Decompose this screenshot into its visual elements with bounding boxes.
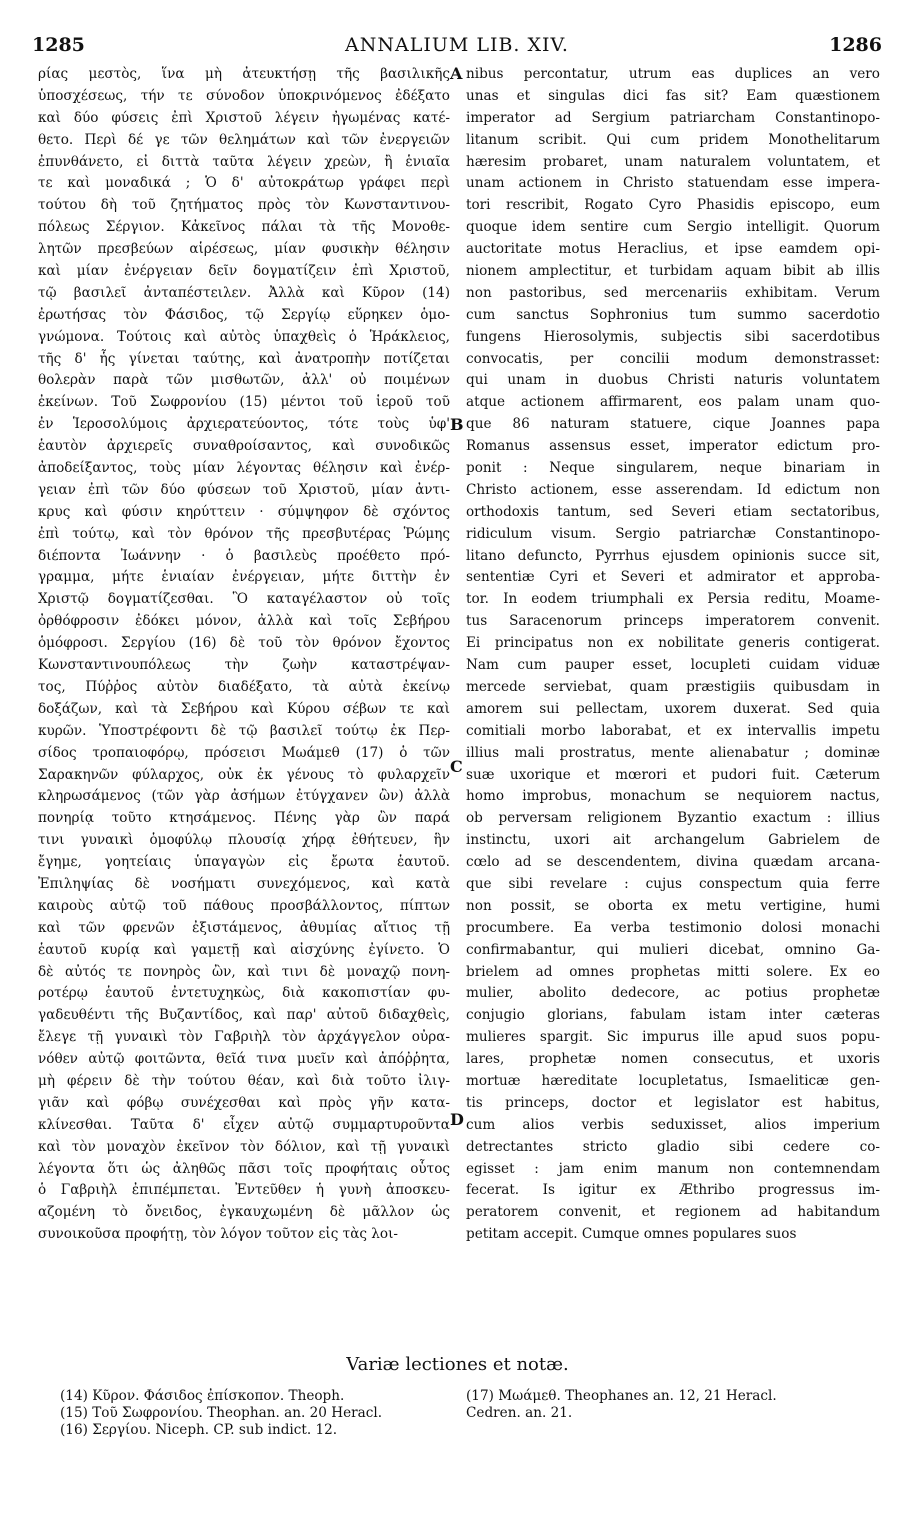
- latin-text-line: suæ uxorique et mœrori et pudori fuit. Cæterum: [466, 766, 880, 783]
- latin-text-line: hæresim probaret, unam naturalem voluntatem, et: [466, 153, 880, 170]
- greek-text-line: δὲ αὐτός τε πονηρὸς ὢν, καὶ τινι δὲ μοναχῷ πονη-: [38, 963, 450, 980]
- greek-text-line: κρυς καὶ φύσιν κηρύττειν · σύμψηφον δὲ σχόντος: [38, 503, 450, 520]
- note-line: (16) Σεργίου. Niceph. CP. sub indict. 12.: [60, 1422, 338, 1438]
- greek-text-line: Κωνσταντινουπόλεως τὴν ζωὴν καταστρέψαν-: [38, 657, 450, 674]
- notes-right-column: [466, 1388, 886, 1422]
- greek-text-line: ἀποδείξαντος, τοὺς μίαν λέγοντας θέλησιν καὶ ἐνέρ-: [38, 460, 450, 477]
- latin-text-line: comitiali morbo laborabat, et ex intervallis impetu: [466, 722, 880, 739]
- greek-text-line: ἔλεγε τῇ γυναικὶ τὸν Γαβριὴλ τὸν ἀρχάγγελον οὐρα-: [38, 1029, 450, 1046]
- latin-text-line: litanum scribit. Qui cum pridem Monothelitarum: [466, 131, 880, 148]
- greek-text-line: Χριστῷ δογματίζεσθαι. Ὃ καταγέλαστον οὐ τοῖς: [38, 591, 450, 608]
- greek-text-line: ὁμόφροσι. Σεργίου (16) δὲ τοῦ τὸν θρόνον ἔχοντος: [38, 635, 450, 652]
- greek-text-line: πόλεως Σέργιον. Κἀκεῖνος πάλαι τὰ τῆς Μονοθε-: [38, 219, 450, 236]
- latin-text-line: ponit : Neque singularem, neque binariam in: [466, 460, 880, 477]
- greek-text-line: κλίνεσθαι. Ταῦτα δ' εἶχεν αὐτῷ συμμαρτυροῦντα: [38, 1116, 450, 1133]
- latin-text-line: detrectantes stricto gladio sibi cedere co-: [466, 1138, 880, 1155]
- latin-text-line: unas et singulas dici fas sit? Eam quæstionem: [466, 87, 880, 104]
- greek-text-line: θολερὰν παρὰ τῶν μισθωτῶν, ἀλλ' οὐ ποιμένων: [38, 372, 450, 389]
- page-number-right: 1286: [829, 34, 882, 56]
- greek-text-line: ὀρθόφροσιν ἐδόκει μόνον, ἀλλὰ καὶ τοῖς Σεβήρου: [38, 613, 450, 630]
- latin-text-line: tis princeps, doctor et legislator est habitus,: [466, 1094, 880, 1111]
- notes-title: Variæ lectiones et notæ.: [346, 1354, 569, 1375]
- latin-text-line: confirmabantur, qui mulieri dicebat, omnino Ga-: [466, 941, 880, 958]
- latin-text-line: amorem sui pellectam, uxorem duxerat. Sed quia: [466, 700, 880, 717]
- latin-text-line: non possit, se oborta ex metu vertigine, humi: [466, 897, 880, 914]
- greek-text-line: ροτέρῳ ἑαυτοῦ ἐντετυχηκὼς, διὰ κακοπιστίαν φυ-: [38, 985, 450, 1002]
- latin-text-line: Romanus assensus esset, imperator edictum pro-: [466, 438, 880, 455]
- greek-text-line: νόθεν αὐτῷ φοιτῶντα, θεῖά τινα μυεῖν καὶ ἀπόῤῥητα,: [38, 1051, 450, 1068]
- greek-text-line: δοξάζων, καὶ τὰ Σεβήρου καὶ Κύρου σέβων τε καὶ: [38, 700, 450, 717]
- latin-text-line: orthodoxis tantum, sed Severi etiam sectatoribus,: [466, 503, 880, 520]
- latin-text-line: que sibi revelare : cujus conspectum quia ferre: [466, 875, 880, 892]
- greek-text-line: ὁ Γαβριὴλ ἐπιπέμπεται. Ἐντεῦθεν ἡ γυνὴ ἀποσκευ-: [38, 1182, 450, 1199]
- latin-text-line: brielem ad omnes prophetas mitti solere. Ex eo: [466, 963, 880, 980]
- latin-text-line: nibus percontatur, utrum eas duplices an vero: [466, 66, 880, 82]
- note-line: (15) Τοῦ Σωφρονίου. Theophan. an. 20 Heracl.: [60, 1405, 383, 1421]
- latin-text-line: tus Saracenorum princeps imperatorem convenit.: [466, 613, 880, 630]
- greek-text-line: τῷ βασιλεῖ ἀνταπέστειλεν. Ἀλλὰ καὶ Κῦρον (14): [38, 284, 450, 301]
- greek-text-line: γνώμονα. Τούτοις καὶ αὐτὸς ὑπαχθεὶς ὁ Ἡράκλειος,: [38, 328, 450, 345]
- latin-text-line: mortuæ hæreditate locupletatus, Ismaeliticæ gen-: [466, 1072, 880, 1089]
- greek-text-line: μὴ φέρειν δὲ τὴν τούτου θέαν, καὶ διὰ τοῦτο ἰλιγ-: [38, 1072, 450, 1089]
- note-line: (17) Μωάμεθ. Theophanes an. 12, 21 Heracl.: [466, 1388, 777, 1404]
- greek-text-line: καὶ μίαν ἐνέργειαν δεῖν δογματίζειν ἐπὶ Χριστοῦ,: [38, 263, 450, 280]
- greek-text-line: αζομένη τὸ ὄνειδος, ἐγκαυχωμένη δὲ μᾶλλον ὡς: [38, 1204, 450, 1221]
- latin-text-line: cum sanctus Sophronius tum summo sacerdotio: [466, 306, 880, 323]
- latin-text-line: petitam accepit. Cumque omnes populares suos: [466, 1226, 797, 1243]
- latin-text-line: egisset : jam enim manum non contemnendam: [466, 1160, 880, 1177]
- latin-text-line: ob perversam religionem Byzantio exactum : illius: [466, 810, 880, 827]
- greek-text-line: ἐπυνθάνετο, εἰ διττὰ ταῦτα λέγειν χρεὼν, ἢ ἑνιαῖα: [38, 153, 450, 170]
- latin-text-line: mulier, abolito dedecore, ac potius prophetæ: [466, 985, 880, 1002]
- greek-text-line: τινι γυναικὶ ὁμοφύλῳ πλουσίᾳ χήρᾳ ἐθήτευεν, ἣν: [38, 832, 450, 849]
- greek-text-line: γιᾶν καὶ φόβῳ συνέχεσθαι καὶ πρὸς γῆν κατα-: [38, 1094, 450, 1111]
- running-title: ANNALIUM LIB. XIV.: [345, 34, 569, 56]
- latin-text-line: atque actionem affirmarent, eos palam unam quo-: [466, 394, 880, 411]
- latin-text-line: Christo actionem, esse asserendam. Id edictum non: [466, 481, 880, 498]
- note-line: Cedren. an. 21.: [466, 1405, 573, 1421]
- greek-text-line: καὶ δύο φύσεις ἐπὶ Χριστοῦ λέγειν ἠγωμένας κατέ-: [38, 109, 450, 126]
- notes-left-column: [60, 1388, 460, 1439]
- latin-text-line: mercede serviebat, quam præstigiis quibusdam in: [466, 678, 880, 695]
- greek-text-line: ρίας μεστὸς, ἵνα μὴ ἀτευκτήσῃ τῆς βασιλικῆς: [38, 66, 450, 82]
- latin-text-line: imperator ad Sergium patriarcham Constantinopo-: [466, 109, 880, 126]
- greek-text-line: καὶ τῶν φρενῶν ἐξιστάμενος, ἀθυμίας αἴτιος τῇ: [38, 919, 450, 936]
- latin-text-line: lares, prophetæ nomen consecutus, et uxoris: [466, 1051, 880, 1068]
- greek-text-line: πονηρίᾳ τοῦτο κτησάμενος. Πένης γὰρ ὢν παρά: [38, 810, 450, 827]
- page-number-left: 1285: [32, 34, 85, 56]
- greek-text-line: Σαρακηνῶν φύλαρχος, οὐκ ἐκ γένους τὸ φυλαρχεῖν: [38, 766, 450, 783]
- latin-text-line: homo improbus, monachum se nequiorem nactus,: [466, 788, 880, 805]
- latin-text-line: sententiæ Cyri et Severi et admirator et approba-: [466, 569, 880, 586]
- greek-text-line: ἔγημε, γοητείαις ὑπαγαγὼν εἰς ἔρωτα ἑαυτοῦ.: [38, 854, 450, 871]
- greek-text-line: ἐρωτήσας τὸν Φάσιδος, τῷ Σεργίῳ εὕρηκεν ὁμο-: [38, 306, 450, 323]
- greek-text-line: Ἐπιληψίας δὲ νοσήματι συνεχόμενος, καὶ κατὰ: [38, 875, 450, 892]
- latin-text-line: Ei principatus non ex nobilitate generis contigerat.: [466, 635, 880, 652]
- latin-text-line: cœlo ad se descendentem, divina quædam arcana-: [466, 854, 880, 871]
- greek-text-line: καιροὺς αὐτῷ τοῦ πάθους προσβάλλοντος, πίπτων: [38, 897, 450, 914]
- latin-text-line: litano defuncto, Pyrrhus ejusdem opinionis succe sit,: [466, 547, 880, 564]
- greek-text-line: ὑποσχέσεως, τήν τε σύνοδον ὑποκρινόμενος ἐδέξατο: [38, 87, 450, 104]
- greek-text-line: γειαν ἐπὶ τῶν δύο φύσεων τοῦ Χριστοῦ, μίαν ἀντι-: [38, 481, 450, 498]
- latin-text-line: illius mali prostratus, mente alienabatur ; dominæ: [466, 744, 880, 761]
- greek-text-line: τε καὶ μοναδικά ; Ὁ δ' αὐτοκράτωρ γράφει περὶ: [38, 175, 450, 192]
- greek-text-line: ἐπὶ τούτῳ, καὶ τὸν θρόνον τῆς πρεσβυτέρας Ῥώμης: [38, 525, 450, 542]
- latin-text-line: procumbere. Ea verba testimonio dolosi monachi: [466, 919, 880, 936]
- greek-text-line: ἐν Ἱεροσολύμοις ἀρχιερατεύοντος, τότε τοὺς ὑφ': [38, 416, 450, 433]
- latin-text-line: nionem amplectitur, et turbidam aquam bibit ab illis: [466, 263, 880, 280]
- latin-text-line: instinctu, uxori ait archangelum Gabrielem de: [466, 832, 880, 849]
- latin-text-line: qui unam in duobus Christi naturis voluntatem: [466, 372, 880, 389]
- margin-letter-a: A: [450, 64, 463, 83]
- greek-text-line: τούτου δὴ τοῦ ζητήματος πρὸς τὸν Κωνσταντινου-: [38, 197, 450, 214]
- greek-text-line: θετο. Περὶ δέ γε τῶν θελημάτων καὶ τῶν ἐνεργειῶν: [38, 131, 450, 148]
- latin-text-line: convocatis, per concilii modum demonstrasset:: [466, 350, 880, 367]
- latin-text-line: mulieres spargit. Sic impurus ille apud suos popu-: [466, 1029, 880, 1046]
- note-line: (14) Κῦρον. Φάσιδος ἐπίσκοπον. Theoph.: [60, 1388, 345, 1404]
- latin-text-line: tor. In eodem triumphali ex Persia reditu, Moame-: [466, 591, 880, 608]
- latin-text-line: peratorem convenit, et regionem ad habitandum: [466, 1204, 880, 1221]
- greek-column: [38, 64, 450, 1246]
- greek-text-line: καὶ τὸν μοναχὸν ἐκεῖνον τὸν δόλιον, καὶ τῇ γυναικὶ: [38, 1138, 450, 1155]
- greek-text-line: σίδος τροπαιοφόρῳ, πρόσεισι Μωάμεθ (17) ὁ τῶν: [38, 744, 450, 761]
- latin-text-line: Nam cum pauper esset, locupleti cuidam viduæ: [466, 657, 880, 674]
- latin-text-line: fungens Hierosolymis, subjectis sibi sacerdotibus: [466, 328, 880, 345]
- latin-column: [466, 64, 880, 1246]
- margin-letter-c: C: [450, 757, 463, 776]
- greek-text-line: λητῶν πρεσβεύων αἱρέσεως, μίαν φυσικὴν θέλησιν: [38, 241, 450, 258]
- greek-text-line: συνοικοῦσα προφήτῃ, τὸν λόγον τοῦτον εἰς τὰς λοι-: [38, 1226, 399, 1243]
- greek-text-line: ἑαυτὸν ἀρχιερεῖς συναθροίσαντος, καὶ συνοδικῶς: [38, 438, 450, 455]
- greek-text-line: κυρῶν. Ὑποστρέφοντι δὲ τῷ βασιλεῖ τούτῳ ἐκ Περ-: [38, 722, 450, 739]
- margin-letter-d: D: [450, 1110, 464, 1129]
- latin-text-line: que 86 naturam statuere, cique Joannes papa: [466, 416, 880, 433]
- greek-text-line: κληρωσάμενος (τῶν γὰρ ἀσήμων ἐτύγχανεν ὢν) ἀλλὰ: [38, 788, 450, 805]
- greek-text-line: ἑαυτοῦ κυρίᾳ καὶ γαμετῇ καὶ αἰσχύνης ἐγίνετο. Ὁ: [38, 941, 450, 958]
- greek-text-line: γαδευθέντι τῆς Βυζαντίδος, καὶ παρ' αὐτοῦ διδαχθεὶς,: [38, 1007, 450, 1024]
- page-header: [32, 34, 882, 64]
- latin-text-line: quoque idem sentire cum Sergio intelligit. Quorum: [466, 219, 880, 236]
- greek-text-line: ἐκείνων. Τοῦ Σωφρονίου (15) μέντοι τοῦ ἱεροῦ τοῦ: [38, 394, 450, 411]
- latin-text-line: cum alios verbis seduxisset, alios imperium: [466, 1116, 880, 1133]
- latin-text-line: fecerat. Is igitur ex Æthribo progressus im-: [466, 1182, 880, 1199]
- greek-text-line: τῆς δ' ἧς γίνεται ταύτης, καὶ ἀνατροπὴν ποτίζεται: [38, 350, 450, 367]
- latin-text-line: auctoritate motus Heraclius, et ipse eamdem opi-: [466, 241, 880, 258]
- greek-text-line: γραμμα, μήτε ἑνιαίαν ἐνέργειαν, μήτε διττὴν ἐν: [38, 569, 450, 586]
- margin-letter-b: B: [450, 415, 464, 434]
- latin-text-line: ridiculum visum. Sergio patriarchæ Constantinopo-: [466, 525, 880, 542]
- latin-text-line: conjugio glorians, fabulam istam inter cæteras: [466, 1007, 880, 1024]
- greek-text-line: τος, Πύῤῥος αὐτὸν διαδέξατο, τὰ αὐτὰ ἐκείνῳ: [38, 678, 450, 695]
- latin-text-line: unam actionem in Christo statuendam esse impera-: [466, 175, 880, 192]
- greek-text-line: διέποντα Ἰωάννην · ὁ βασιλεὺς προέθετο πρό-: [38, 547, 450, 564]
- latin-text-line: tori rescribit, Rogato Cyro Phasidis episcopo, eum: [466, 197, 880, 214]
- greek-text-line: λέγοντα ὅτι ὡς ἀληθῶς πᾶσι τοῖς προφήταις οὗτος: [38, 1160, 450, 1177]
- latin-text-line: non pastoribus, sed mercenariis exhibitam. Verum: [466, 284, 880, 301]
